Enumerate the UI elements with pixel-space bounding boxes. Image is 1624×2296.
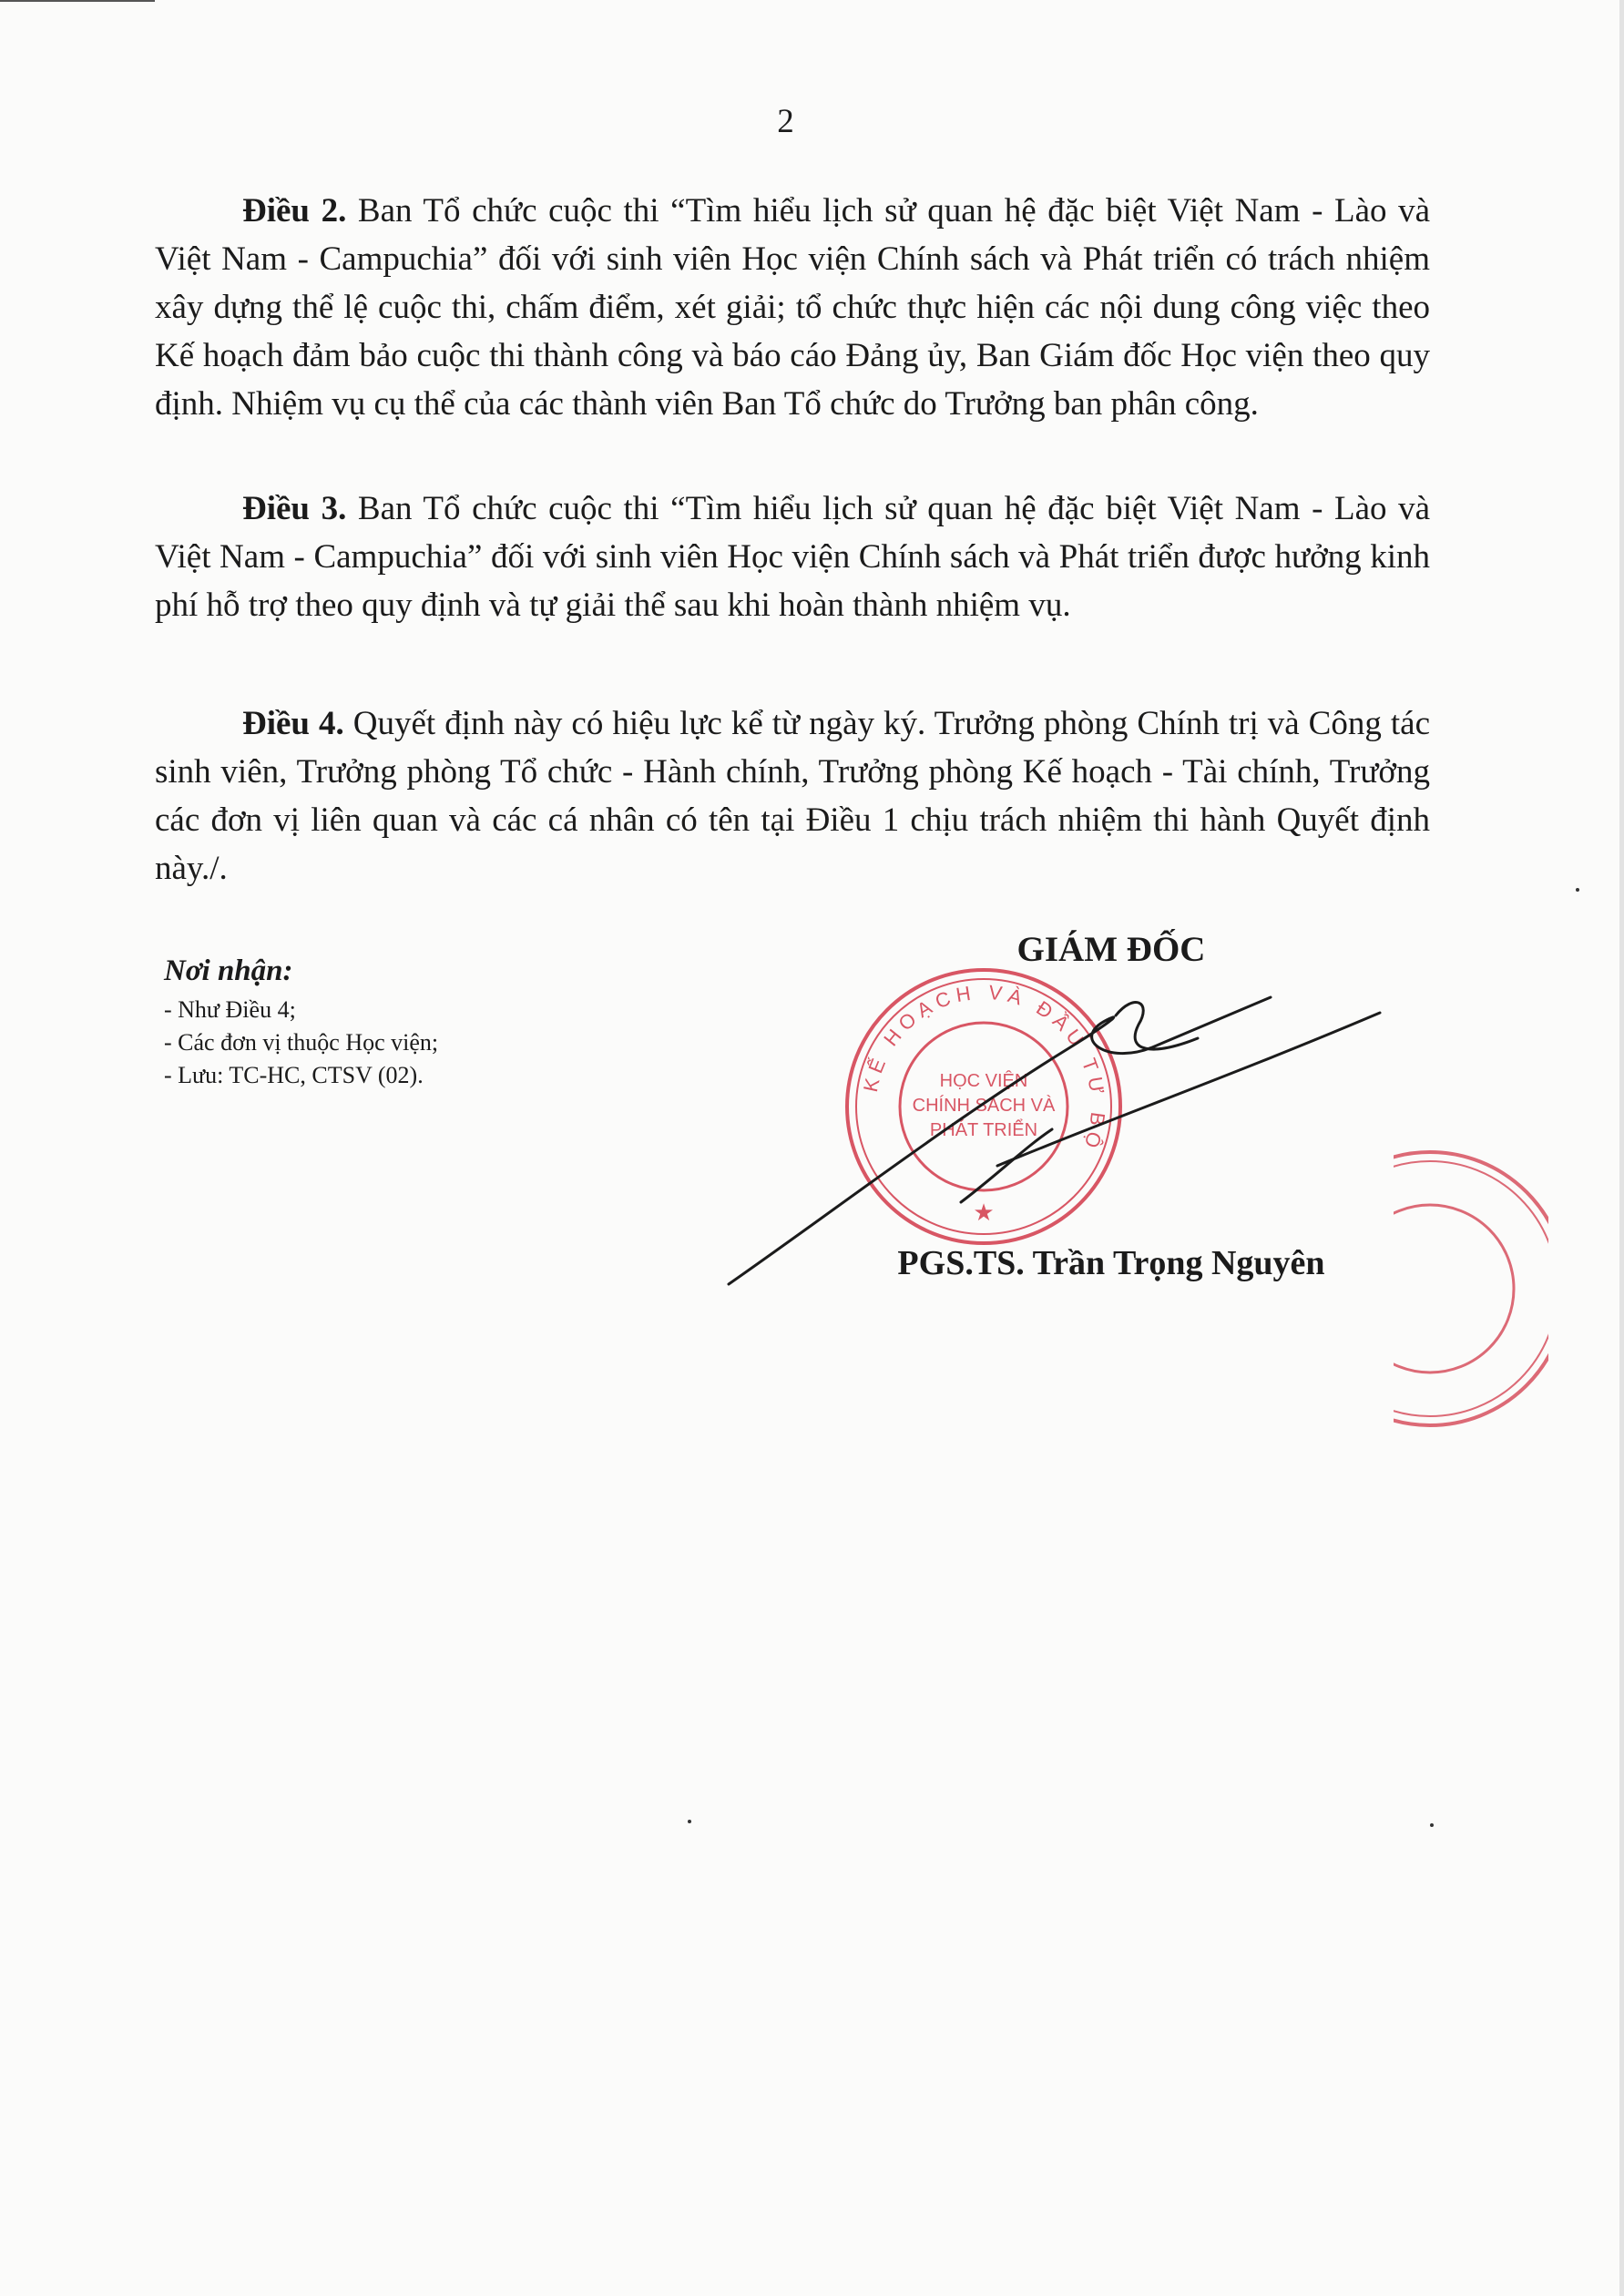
scan-speck	[1430, 1823, 1434, 1827]
seal-inner-line-1: HỌC VIỆN	[939, 1071, 1028, 1091]
seal-star-icon: ★	[973, 1199, 995, 1226]
page-number: 2	[777, 103, 794, 140]
recipient-item: - Như Điều 4;	[164, 996, 296, 1023]
recipient-item: - Các đơn vị thuộc Học viện;	[164, 1029, 439, 1056]
article-4	[155, 699, 1430, 893]
article-2	[155, 187, 1430, 428]
scan-speck	[1576, 888, 1579, 892]
article-4-label: Điều 4.	[242, 705, 344, 742]
partial-seal-stamp	[1394, 1143, 1548, 1434]
scan-right-edge	[1619, 0, 1624, 2296]
article-3	[155, 485, 1430, 629]
article-4-text: Quyết định này có hiệu lực kể từ ngày ký. Trưởng phòng Chính trị và Công tác sinh viên, Trưởng phòng Tổ chức - Hành chính, Trưởng phòng Kế hoạch - Tài chính, Trưởng các đơn vị liên quan và các cá nhân có tên tại Điều 1 chịu trách nhiệm thi hành Quyết định này./.	[155, 705, 1430, 887]
recipients-block	[164, 952, 802, 1092]
seal-outer-text: KẾ HOẠCH VÀ ĐẦU TƯ BỘ	[858, 980, 1110, 1157]
seal-inner-line-3: PHÁT TRIỂN	[929, 1120, 1038, 1140]
signer-name: PGS.TS. Trần Trọng Nguyên	[897, 1244, 1325, 1282]
article-3-text: Ban Tổ chức cuộc thi “Tìm hiểu lịch sử quan hệ đặc biệt Việt Nam - Lào và Việt Nam - Campuchia” đối với sinh viên Học viện Chính sách và Phát triển được hưởng kinh phí hỗ trợ theo quy định và tự giải thể sau khi hoàn thành nhiệm vụ.	[155, 490, 1431, 624]
seal-inner-line-2: CHÍNH SÁCH VÀ	[912, 1096, 1056, 1116]
article-2-text: Ban Tổ chức cuộc thi “Tìm hiểu lịch sử quan hệ đặc biệt Việt Nam - Lào và Việt Nam - Campuchia” đối với sinh viên Học viện Chính sách và Phát triển có trách nhiệm xây dựng thể lệ cuộc thi, chấm điểm, xét giải; tổ chức thực hiện các nội dung công việc theo Kế hoạch đảm bảo cuộc thi thành công và báo cáo Đảng ủy, Ban Giám đốc Học viện theo quy định. Nhiệm vụ cụ thể của các thành viên Ban Tổ chức do Trưởng ban phân công.	[155, 192, 1431, 423]
signer-title: GIÁM ĐỐC	[1016, 930, 1206, 969]
recipients-title: Nơi nhận:	[164, 954, 293, 987]
recipient-item: - Lưu: TC-HC, CTSV (02).	[164, 1062, 424, 1088]
article-2-label: Điều 2.	[242, 192, 347, 230]
recipients-list	[164, 994, 802, 1092]
scan-speck	[688, 1820, 691, 1823]
article-3-label: Điều 3.	[242, 490, 347, 527]
scan-edge-line	[0, 0, 155, 2]
